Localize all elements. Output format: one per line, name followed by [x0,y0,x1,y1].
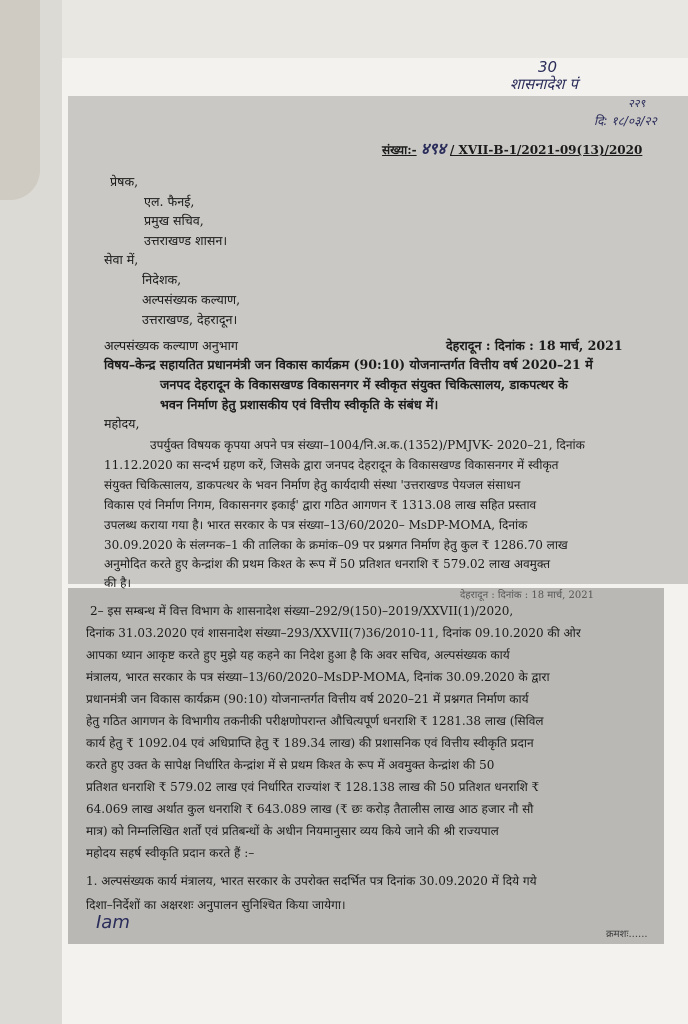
para2-line: मात्र) को निम्नलिखित शर्तों एवं प्रतिबन्धों के अधीन नियमानुसार व्यय किये जाने की श्री राज्यपाल [86,824,499,838]
recipient-label: सेवा में, [104,252,139,267]
para2-line: प्रधानमंत्री जन विकास कार्यक्रम (90:10) योजनान्तर्गत वित्तीय वर्ष 2020–21 में प्रश्नगत निर्माण कार्य [86,692,529,706]
letter-date: देहरादून : दिनांक : 18 मार्च, 2021 [446,338,623,353]
sender-name: एल. फैनई, [144,194,195,209]
para2-line: कार्य हेतु ₹ 1092.04 एवं अधिप्राप्ति हेतु ₹ 189.34 लाख) की प्रशासनिक एवं वित्तीय स्वीकृति प्रदान [86,736,534,750]
condition-line: दिशा–निर्देशों का अक्षरशः अनुपालन सुनिश्चित किया जायेगा। [86,898,346,912]
sender-label: प्रेषक, [110,174,139,189]
para2-line: हेतु गठित आगणन के विभागीय तकनीकी परीक्षणोपरान्त औचित्यपूर्ण धनराशि ₹ 1281.38 लाख (सिविल [86,714,544,728]
subject-line-1: विषय–केन्द्र सहायतित प्रधानमंत्री जन विकास कार्यक्रम (90:10) योजनान्तर्गत वित्तीय वर्ष 2020–21 में [104,357,593,372]
handwritten-date: दि: १८/०३/२२ [594,114,657,128]
para2-line: 64.069 लाख अर्थात कुल धनराशि ₹ 643.089 लाख (₹ छः करोड़ तैतालीस लाख आठ हजार नौ सौ [86,802,534,816]
handwritten-small-note: २२९ [628,97,646,110]
recipient-title: निदेशक, [142,272,182,287]
section-name: अल्पसंख्यक कल्याण अनुभाग [104,338,238,353]
handwritten-note: शासनादेश पं [510,75,578,93]
para2-line: दिनांक 31.03.2020 एवं शासनादेश संख्या–293/XXVII(7)36/2010-11, दिनांक 09.10.2020 की ओर [86,626,581,640]
para2-line: 2– इस सम्बन्ध में वित्त विभाग के शासनादेश संख्या–292/9(150)–2019/XXVII(1)/2020, [90,604,514,618]
reference-label: संख्या:- [382,143,417,157]
para2-line: करते हुए उक्त के सापेक्ष निर्धारित केन्द्रांश में से प्रथम किश्त के रूप में अवमुक्त केन्द्रांश की 50 [86,758,495,772]
para1-line: अनुमोदित करते हुए केन्द्रांश की प्रथम किश्त के रूप में 50 प्रतिशत धनराशि ₹ 579.02 लाख अवमुक्त [104,557,551,571]
continued-marker: क्रमशः...... [606,929,648,940]
para2-line: प्रतिशत धनराशि ₹ 579.02 लाख एवं निर्धारित राज्यांश ₹ 128.138 लाख की 50 प्रतिशत धनराशि ₹ [86,780,540,794]
reference-line [382,141,642,158]
recipient-place: उत्तराखण्ड, देहरादून। [142,312,238,327]
sender-office: उत्तराखण्ड शासन। [144,233,228,248]
para2-line: महोदय सहर्ष स्वीकृति प्रदान करते हैं :– [86,846,255,860]
para1-line: की है। [104,576,132,590]
subject-line-2: जनपद देहरादून के विकासखण्ड विकासनगर में स्वीकृत संयुक्त चिकित्सालय, डाकपत्थर के [160,377,568,392]
para1-line: उपर्युक्त विषयक कृपया अपने पत्र संख्या–1004/नि.अ.क.(1352)/PMJVK- 2020–21, दिनांक [150,438,585,452]
para1-line: उपलब्ध कराया गया है। भारत सरकार के पत्र संख्या–13/60/2020– MsDP-MOMA, दिनांक [104,518,528,532]
para2-line: आपका ध्यान आकृष्ट करते हुए मुझे यह कहने का निदेश हुआ है कि अवर सचिव, अल्पसंख्यक कार्य [86,648,510,662]
overlapped-date-fragment: देहरादून : दिनांक : 18 मार्च, 2021 [460,590,594,601]
para1-line: विकास एवं निर्माण निगम, विकासनगर इकाई' द्वारा गठित आगणन ₹ 1313.08 लाख सहित प्रस्ताव [104,498,537,512]
reference-code: / XVII-B-1/2021-09(13)/2020 [449,143,643,157]
subject-line-3: भवन निर्माण हेतु प्रशासकीय एवं वित्तीय स्वीकृति के संबंध में। [160,397,439,412]
para2-line: मंत्रालय, भारत सरकार के पत्र संख्या–13/60/2020–MsDP-MOMA, दिनांक 30.09.2020 के द्वारा [86,670,550,684]
reference-number-handwritten: ४९४ [420,139,446,158]
sender-designation: प्रमुख सचिव, [144,213,204,228]
handwritten-number: 30 [538,58,558,76]
salutation: महोदय, [104,416,140,431]
condition-line: 1. अल्पसंख्यक कार्य मंत्रालय, भारत सरकार के उपरोक्त सदर्भित पत्र दिनांक 30.09.2020 में दिये गये [86,874,537,888]
para1-line: 11.12.2020 का सन्दर्भ ग्रहण करें, जिसके द्वारा जनपद देहरादून के विकासखण्ड विकासनगर में स्वीकृत [104,458,559,472]
handwritten-initials: Iam [96,912,130,933]
para1-line: संयुक्त चिकित्सालय, डाकपत्थर के भवन निर्माण हेतु कार्यदायी संस्था 'उत्तराखण्ड पेयजल संसाधन [104,478,521,492]
binder-fold [0,0,40,200]
para1-line: 30.09.2020 के संलग्नक–1 की तालिका के क्रमांक–09 पर प्रश्नगत निर्माण हेतु कुल ₹ 1286.70 लाख [104,538,568,552]
recipient-dept: अल्पसंख्यक कल्याण, [142,292,241,307]
